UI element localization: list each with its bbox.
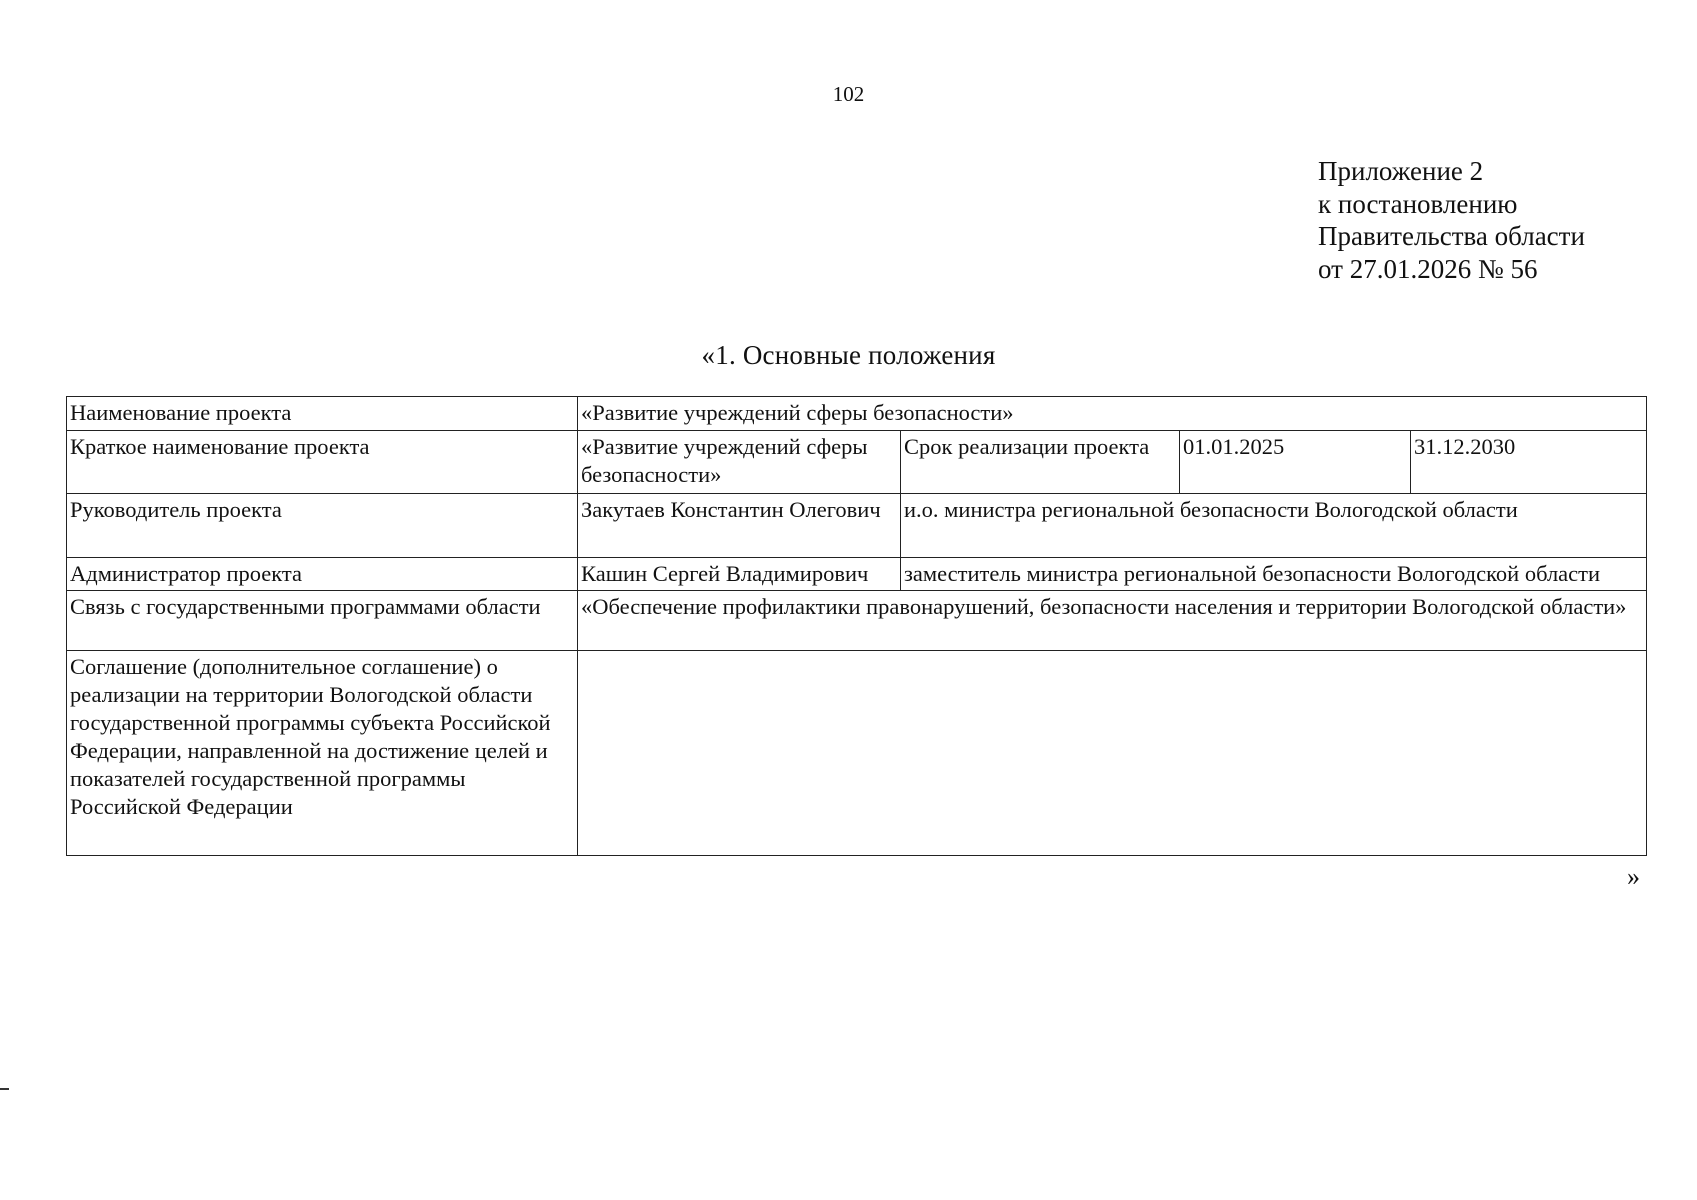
section-title: «1. Основные положения [701,340,996,370]
table-row-admin [67,558,1647,591]
agreement-value [578,651,1647,856]
table-row-head [67,494,1647,558]
short-name-value: «Развитие учреждений сферы безопасности» [578,431,901,494]
closing-quote: » [1627,862,1640,891]
table-row-short-name [67,431,1647,494]
edge-scan-mark [0,1088,9,1090]
project-info-table [66,396,1647,856]
short-name-label: Краткое наименование проекта [67,431,578,494]
admin-position: заместитель министра региональной безопасности Вологодской области [901,558,1647,591]
head-label: Руководитель проекта [67,494,578,558]
term-end: 31.12.2030 [1411,431,1647,494]
page-number: 102 [832,82,865,106]
program-link-label: Связь с государственными программами области [67,591,578,651]
project-name-label: Наименование проекта [67,397,578,431]
appendix-header [1318,155,1585,285]
head-position: и.о. министра региональной безопасности Вологодской области [901,494,1647,558]
appendix-line-1: Приложение 2 [1318,156,1484,186]
admin-name: Кашин Сергей Владимирович [578,558,901,591]
term-label: Срок реализации проекта [901,431,1180,494]
agreement-label: Соглашение (дополнительное соглашение) о реализации на территории Вологодской области государственной программы субъекта Российской Федерации, направленной на достижение целей и показателей государственной программы Российской Федерации [67,651,578,856]
appendix-line-2: к постановлению [1318,188,1518,219]
table-row-project-name [67,397,1647,431]
head-name: Закутаев Константин Олегович [578,494,901,558]
admin-label: Администратор проекта [67,558,578,591]
project-name-value: «Развитие учреждений сферы безопасности» [578,397,1647,431]
term-start: 01.01.2025 [1180,431,1411,494]
program-link-value: «Обеспечение профилактики правонарушений, безопасности населения и территории Вологодской области» [578,591,1647,651]
appendix-line-3: Правительства области [1318,221,1585,251]
appendix-line-4: от 27.01.2026 № 56 [1318,253,1538,284]
table-row-agreement [67,651,1647,856]
table-row-program-link [67,591,1647,651]
